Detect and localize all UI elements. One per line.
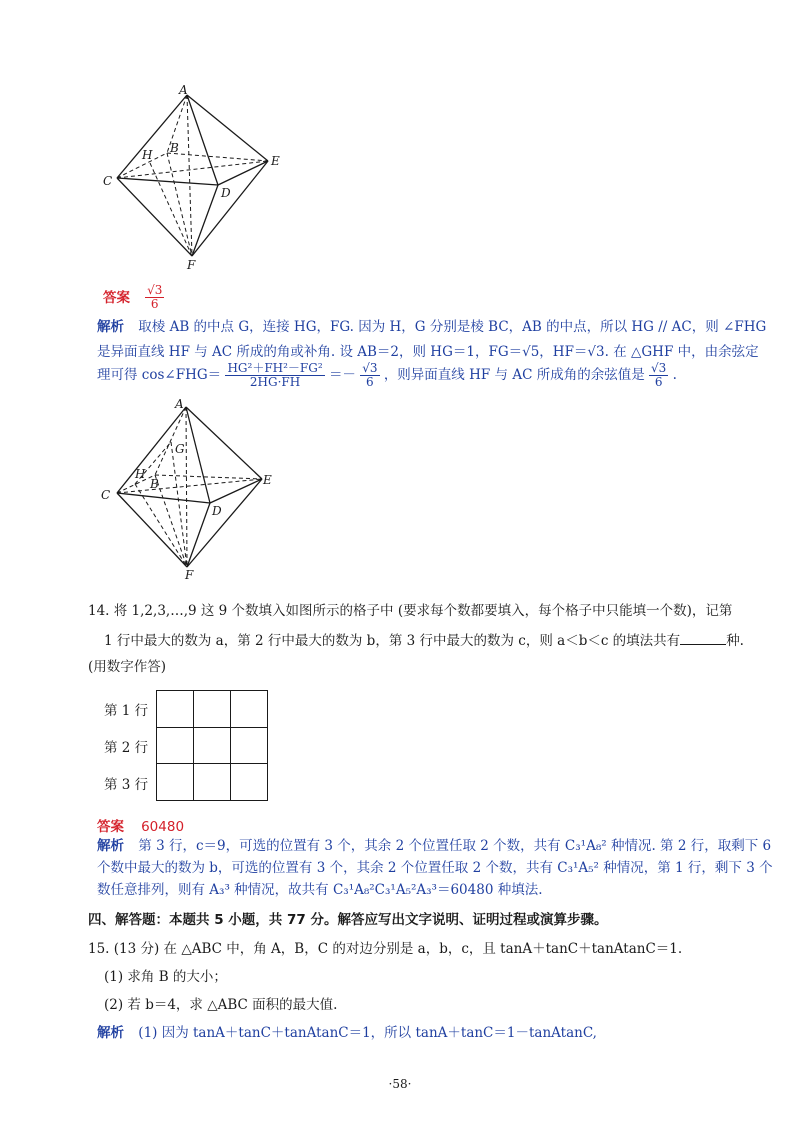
analysis-14-line-1: 解析 第 3 行，c＝9，可选的位置有 3 个，其余 2 个位置任取 2 个数，共有 C₃¹A₈² 种情况. 第 2 行，取剩下 6 — [97, 838, 772, 854]
grid-row-label-1: 第 1 行 — [104, 703, 149, 719]
grid-row-label-2: 第 2 行 — [104, 740, 149, 756]
vertex-label-D: D — [221, 186, 231, 200]
vertex-label-B: B — [170, 141, 179, 155]
vertex-label-D: D — [212, 504, 222, 518]
vertex-label-E: E — [263, 473, 272, 487]
q14-line-2: 1 行中最大的数为 a，第 2 行中最大的数为 b，第 3 行中最大的数为 c，则 a＜b＜c 的填法共有 种. — [104, 633, 744, 649]
number-grid — [156, 690, 268, 801]
q14-line-3: (用数字作答) — [88, 659, 167, 675]
octahedron-figure-1 — [95, 85, 295, 275]
vertex-label-E: E — [271, 154, 280, 168]
answer-13 — [103, 284, 164, 311]
vertex-label-A: A — [179, 85, 188, 97]
vertex-label-B: B — [150, 477, 159, 491]
vertex-label-H: H — [135, 467, 146, 481]
q15-part-2: (2) 若 b＝4，求 △ABC 面积的最大值. — [104, 997, 338, 1013]
page-number: ·58· — [388, 1077, 412, 1091]
answer-13-value: $\frac{√3}{6}$ — [147, 283, 163, 311]
vertex-label-A: A — [175, 397, 184, 411]
answer-14-value: 60480 — [141, 819, 185, 835]
q15-part-1: (1) 求角 B 的大小； — [104, 969, 227, 985]
octahedron-figure-2 — [95, 395, 295, 585]
vertex-label-H: H — [142, 148, 153, 162]
analysis-14-line-2: 个数中最大的数为 b，可选的位置有 3 个，其余 2 个位置任取 2 个数，共有 C₃¹A₅² 种情况，第 1 行，剩下 3 个 — [97, 860, 773, 876]
section-heading: 四、解答题：本题共 5 小题，共 77 分。解答应写出文字说明、证明过程或演算步骤。 — [88, 912, 608, 928]
analysis-14-line-3: 数任意排列，则有 A₃³ 种情况，故共有 C₃¹A₈²C₃¹A₅²A₃³＝60480 种填法. — [97, 882, 543, 898]
q14-line-1: 14. 将 1,2,3,…,9 这 9 个数填入如图所示的格子中 (要求每个数都要填入，每个格子中只能填一个数)，记第 — [88, 603, 733, 619]
answer-blank — [680, 632, 726, 645]
answer-14: 答案 60480 — [97, 819, 185, 835]
vertex-label-G: G — [175, 442, 185, 456]
analysis-13-line-1: 解析 取棱 AB 的中点 G，连接 HG，FG. 因为 H，G 分别是棱 BC，AB 的中点，所以 HG // AC，则 ∠FHG — [97, 319, 767, 335]
vertex-label-F: F — [185, 568, 194, 582]
vertex-label-F: F — [187, 258, 196, 272]
analysis-13-line-3: 理可得 cos∠FHG＝ $\frac{\text{HG²＋FH²－FG²}}{2HG\cdot FH}$ ＝－ $\frac{√3}{6}$ ，则异面直线 HF 与 AC 所成角的余弦值是 $\frac{√3}{6}$ . — [97, 361, 677, 389]
answer-tag: 答案 — [103, 290, 130, 306]
q15-stem: 15. (13 分) 在 △ABC 中，角 A，B，C 的对边分别是 a，b，c，且 tanA＋tanC＋tanAtanC＝1. — [88, 941, 683, 957]
q15-analysis: 解析 (1) 因为 tanA＋tanC＋tanAtanC＝1，所以 tanA＋tanC＝1－tanAtanC, — [97, 1025, 597, 1041]
analysis-13-line-2: 是异面直线 HF 与 AC 所成的角或补角. 设 AB＝2，则 HG＝1，FG＝√5，HF＝√3. 在 △GHF 中，由余弦定 — [97, 344, 759, 360]
vertex-label-C: C — [103, 174, 113, 188]
grid-row-label-3: 第 3 行 — [104, 777, 149, 793]
vertex-label-C: C — [101, 488, 111, 502]
